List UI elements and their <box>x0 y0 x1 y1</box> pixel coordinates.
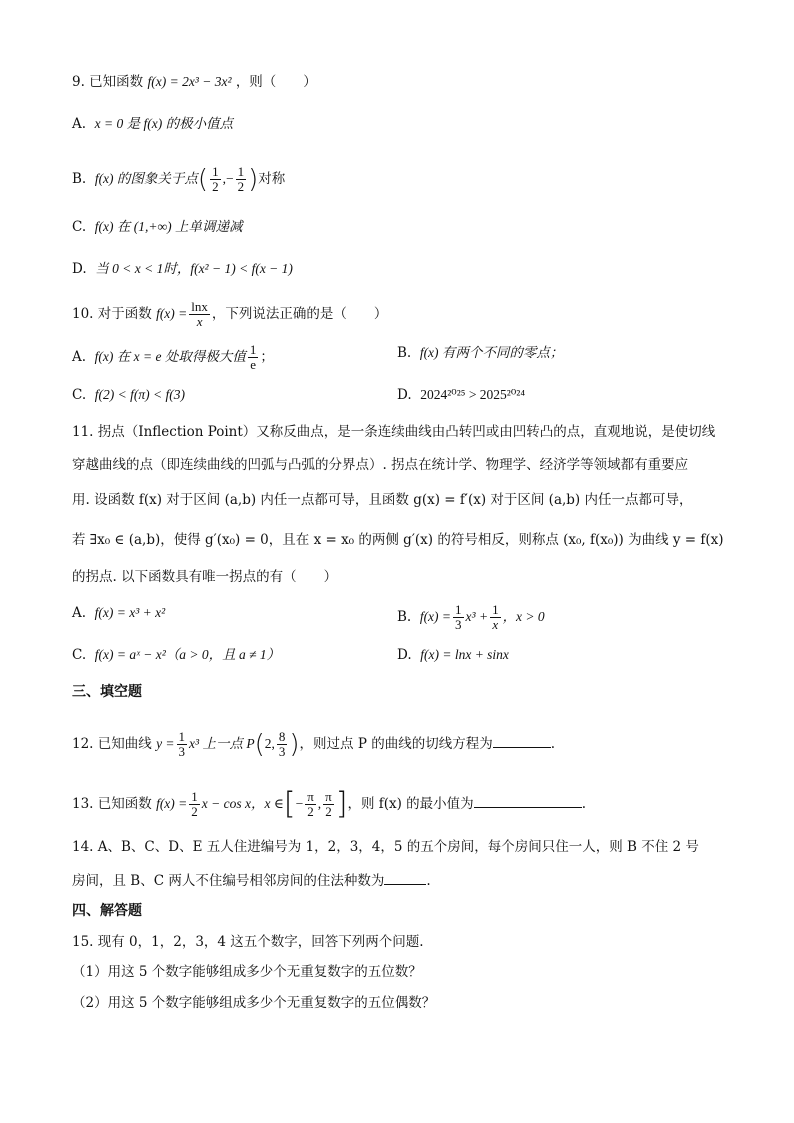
q9-b-text-pre: f(x) 的图象关于点 <box>94 171 198 186</box>
q11-option-d <box>397 645 509 665</box>
q10-option-b <box>397 343 563 363</box>
q10-c-label: C. <box>72 387 87 403</box>
q12-pt-pre: 2, <box>264 736 275 751</box>
q9-formula: f(x) = 2x³ − 3x² <box>147 74 232 89</box>
q9-b-frac1: $\frac{1}{2}$ <box>212 164 219 194</box>
q14-line2-text: 房间，且 B、C 两人不住编号相邻房间的住法种数为 <box>72 873 385 889</box>
q11-line-3: 用. 设函数 f(x) 对于区间 (a,b) 内任一点都可导，且函数 g(x) = f′(x) 对于区间 (a,b) 内任一点都可导， <box>72 492 693 508</box>
section-heading-answer: 四、解答题 <box>72 903 142 919</box>
q13-frac: $\frac{1}{2}$ <box>191 789 198 819</box>
q12-frac: $\frac{1}{3}$ <box>178 729 186 759</box>
q13-suffix: ，则 f(x) 的最小值为 <box>347 796 474 812</box>
q11-c-label: C. <box>72 647 87 663</box>
q9-a-text: x = 0 是 f(x) 的极小值点 <box>94 116 234 131</box>
q10-option-a <box>72 343 274 372</box>
q13 <box>72 786 586 822</box>
q13-int-frac2: $\frac{\pi}{2}$ <box>325 789 332 819</box>
q10-stem <box>72 300 387 329</box>
answer-blank[interactable] <box>384 870 426 885</box>
q12-suffix: ，则过点 P 的曲线的切线方程为 <box>299 736 493 752</box>
q12-lhs: y = <box>156 736 175 751</box>
section-heading-fill-blank: 三、填空题 <box>72 684 142 700</box>
q11-d-label: D. <box>397 647 412 663</box>
q11-b-frac1: $\frac{1}{3}$ <box>455 602 462 632</box>
q14-line-1: 14. A、B、C、D、E 五人住进编号为 1，2，3，4，5 的五个房间，每个房间只住一人，则 B 不住 2 号 <box>72 839 699 855</box>
q9-stem <box>72 72 317 92</box>
q9-b-sep: ,− <box>222 171 234 186</box>
q10-a-frac: $\frac{1}{e}$ <box>249 342 257 372</box>
q11-line-5: 的拐点. 以下函数具有唯一拐点的有（ ） <box>72 569 338 585</box>
paren-close-icon: ) <box>289 729 300 760</box>
q9-option-b <box>72 165 285 194</box>
q10-c-text: f(2) < f(π) < f(3) <box>94 387 185 402</box>
q11-b-text-post: ，x > 0 <box>502 609 545 624</box>
q10-stem-prefix: 10. 对于函数 <box>72 306 152 322</box>
q9-d-label: D. <box>72 261 87 277</box>
q13-lhs: f(x) = <box>156 796 188 811</box>
paren-open-icon: ( <box>254 729 265 760</box>
paren-close-icon: ) <box>248 164 259 195</box>
q11-a-label: A. <box>72 605 87 621</box>
q10-a-label: A. <box>72 349 87 365</box>
q11-line-1: 11. 拐点（Inflection Point）又称反曲点，是一条连续曲线由凸转凹或由凹转凸的点，直观地说，是使切线 <box>72 424 716 440</box>
q9-a-label: A. <box>72 116 87 132</box>
q10-frac: $\frac{\ln x}{x}$ <box>191 299 208 329</box>
q11-b-label: B. <box>397 609 412 625</box>
q12 <box>72 730 555 759</box>
q15-part-2: （2）用这 5 个数字能够组成多少个无重复数字的五位偶数？ <box>72 995 436 1011</box>
q9-b-text-post: 对称 <box>258 171 286 187</box>
q10-b-text: f(x) 有两个不同的零点； <box>419 345 564 360</box>
paren-open-icon: ( <box>197 164 209 195</box>
q10-option-c <box>72 385 185 405</box>
q14-end: . <box>426 873 431 889</box>
q11-d-text: f(x) = lnx + sinx <box>420 647 509 662</box>
answer-blank[interactable] <box>474 793 582 808</box>
q10-stem-suffix: ，下列说法正确的是（ ） <box>211 306 388 322</box>
q11-c-text: f(x) = aˣ − x²（a > 0，且 a ≠ 1） <box>94 647 281 662</box>
q15-part-1: （1）用这 5 个数字能够组成多少个无重复数字的五位数？ <box>72 964 422 980</box>
q10-option-d <box>397 385 525 405</box>
q9-b-label: B. <box>72 171 87 187</box>
q12-end: . <box>550 736 555 752</box>
q9-b-frac2: $\frac{1}{2}$ <box>237 164 245 194</box>
q11-option-b <box>397 603 545 632</box>
q10-b-label: B. <box>397 345 412 361</box>
q11-line-2: 穿越曲线的点（即连续曲线的凹弧与凸弧的分界点）. 拐点在统计学、物理学、经济学等领域都有重要应 <box>72 457 689 473</box>
q9-d-text: 当 0 < x < 1时，f(x² − 1) < f(x − 1) <box>95 261 293 276</box>
q9-c-text: f(x) 在 (1,+∞) 上单调递减 <box>94 219 243 234</box>
q9-stem-suffix: ，则（ ） <box>235 74 317 90</box>
q11-line-4: 若 ∃x₀ ∈ (a,b)，使得 g′(x₀) = 0，且在 x = x₀ 的两侧 g′(x) 的符号相反，则称点 (x₀, f(x₀)) 为曲线 y = f(x) <box>72 532 724 548</box>
q9-c-label: C. <box>72 219 87 235</box>
q9-stem-prefix: 9. 已知函数 <box>72 74 144 90</box>
minus-icon: − <box>295 796 304 811</box>
q11-b-frac2: $\frac{1}{x}$ <box>492 602 499 632</box>
q11-b-text-pre: f(x) = <box>419 609 452 624</box>
q11-option-c <box>72 645 280 665</box>
q14-line-2 <box>72 870 431 891</box>
bracket-close-icon: ] <box>335 786 348 822</box>
q13-mid: x − cos x，x ∈ <box>201 796 284 811</box>
q10-d-text: 2024²⁰²⁵ > 2025²⁰²⁴ <box>420 387 526 402</box>
q10-a-text-post: ； <box>260 349 274 365</box>
q10-a-text-pre: f(x) 在 x = e 处取得极大值 <box>94 349 246 364</box>
q10-d-label: D. <box>397 387 412 403</box>
q11-option-a <box>72 603 165 623</box>
q9-option-d <box>72 259 293 279</box>
q13-prefix: 13. 已知函数 <box>72 796 152 812</box>
answer-blank[interactable] <box>493 733 551 748</box>
q13-int-sep: , <box>317 796 322 811</box>
q12-mid: x³ 上一点 P <box>189 736 255 751</box>
q11-b-text-mid: x³ + <box>465 609 489 624</box>
q15-stem: 15. 现有 0，1，2，3，4 这五个数字，回答下列两个问题. <box>72 934 424 950</box>
q11-a-text: f(x) = x³ + x² <box>94 605 166 620</box>
bracket-open-icon: [ <box>283 786 296 822</box>
q12-pt-frac: $\frac{8}{3}$ <box>278 729 286 759</box>
q10-lhs: f(x) = <box>156 306 188 321</box>
q13-end: . <box>581 796 586 812</box>
q9-option-c <box>72 217 242 237</box>
q12-prefix: 12. 已知曲线 <box>72 736 152 752</box>
q9-option-a <box>72 114 233 134</box>
q13-int-frac1: $\frac{\pi}{2}$ <box>307 789 314 819</box>
